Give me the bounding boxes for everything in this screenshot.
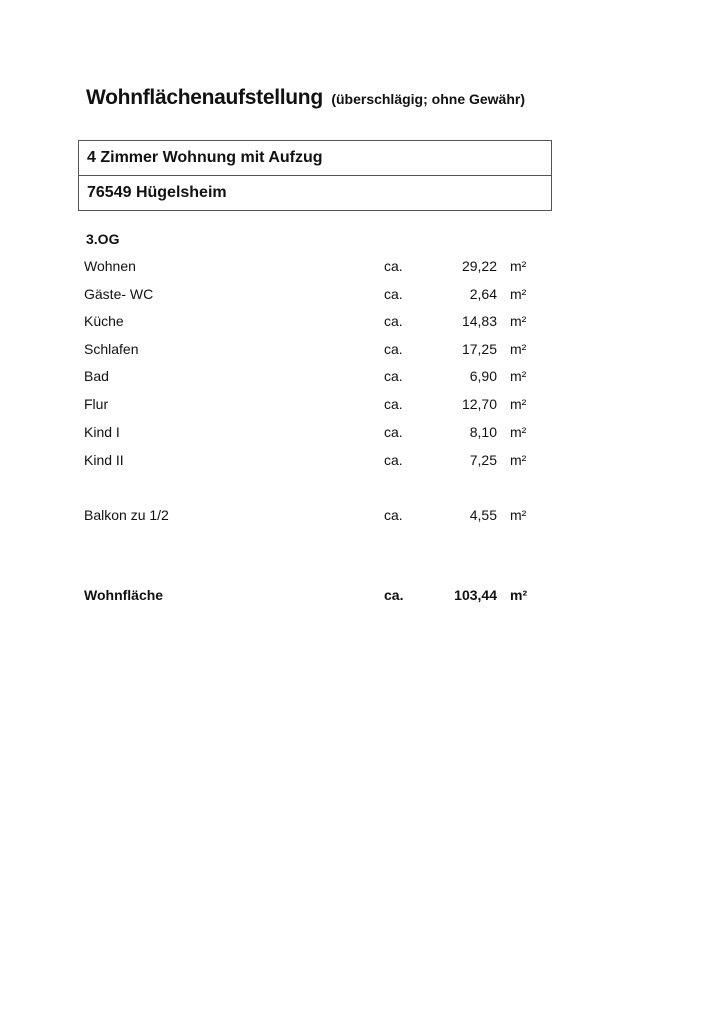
total-row xyxy=(0,587,724,607)
area-unit: m² xyxy=(510,313,527,329)
area-value: 2,64 xyxy=(469,286,497,302)
total-value: 103,44 xyxy=(454,587,497,603)
room-name: Kind I xyxy=(84,424,120,440)
approx-label: ca. xyxy=(384,424,403,440)
approx-label: ca. xyxy=(384,452,403,468)
area-value: 7,25 xyxy=(469,452,497,468)
area-unit: m² xyxy=(510,424,527,440)
room-name: Schlafen xyxy=(84,341,139,357)
room-name: Wohnen xyxy=(84,258,136,274)
area-unit: m² xyxy=(510,341,527,357)
area-unit: m² xyxy=(510,507,527,523)
area-value: 12,70 xyxy=(461,396,497,412)
approx-label: ca. xyxy=(384,313,403,329)
floor-label: 3.OG xyxy=(86,231,120,247)
room-row-kind-2 xyxy=(0,452,724,472)
balcony-name: Balkon zu 1/2 xyxy=(84,507,169,523)
total-label: Wohnfläche xyxy=(84,587,164,603)
area-value: 8,10 xyxy=(469,424,497,440)
area-value: 4,55 xyxy=(469,507,497,523)
room-name: Bad xyxy=(84,368,109,384)
approx-label: ca. xyxy=(384,341,403,357)
area-value: 17,25 xyxy=(461,341,497,357)
title-subtitle: (überschlägig; ohne Gewähr) xyxy=(331,91,526,107)
room-row-wohnen xyxy=(0,258,724,278)
balcony-row xyxy=(0,507,724,527)
area-unit: m² xyxy=(510,258,527,274)
title-main: Wohnflächenaufstellung xyxy=(86,86,323,109)
approx-label: ca. xyxy=(384,286,403,302)
room-row-kind-1 xyxy=(0,424,724,444)
approx-label: ca. xyxy=(384,587,404,603)
room-name: Küche xyxy=(84,313,124,329)
approx-label: ca. xyxy=(384,368,403,384)
property-type: 4 Zimmer Wohnung mit Aufzug xyxy=(87,149,323,166)
approx-label: ca. xyxy=(384,396,403,412)
room-row-gaeste-wc xyxy=(0,286,724,306)
area-value: 29,22 xyxy=(461,258,497,274)
room-row-kueche xyxy=(0,313,724,333)
area-unit: m² xyxy=(510,368,527,384)
approx-label: ca. xyxy=(384,507,403,523)
room-name: Kind II xyxy=(84,452,124,468)
room-name: Flur xyxy=(84,396,109,412)
area-value: 6,90 xyxy=(469,368,497,384)
approx-label: ca. xyxy=(384,258,403,274)
room-row-schlafen xyxy=(0,341,724,361)
area-value: 14,83 xyxy=(461,313,497,329)
document-title xyxy=(86,86,525,110)
area-unit: m² xyxy=(510,587,528,603)
area-unit: m² xyxy=(510,452,527,468)
room-row-bad xyxy=(0,368,724,388)
room-name: Gäste- WC xyxy=(84,286,154,302)
property-location: 76549 Hügelsheim xyxy=(79,175,551,210)
area-unit: m² xyxy=(510,286,527,302)
property-info-box xyxy=(78,140,552,211)
area-unit: m² xyxy=(510,396,527,412)
room-row-flur xyxy=(0,396,724,416)
